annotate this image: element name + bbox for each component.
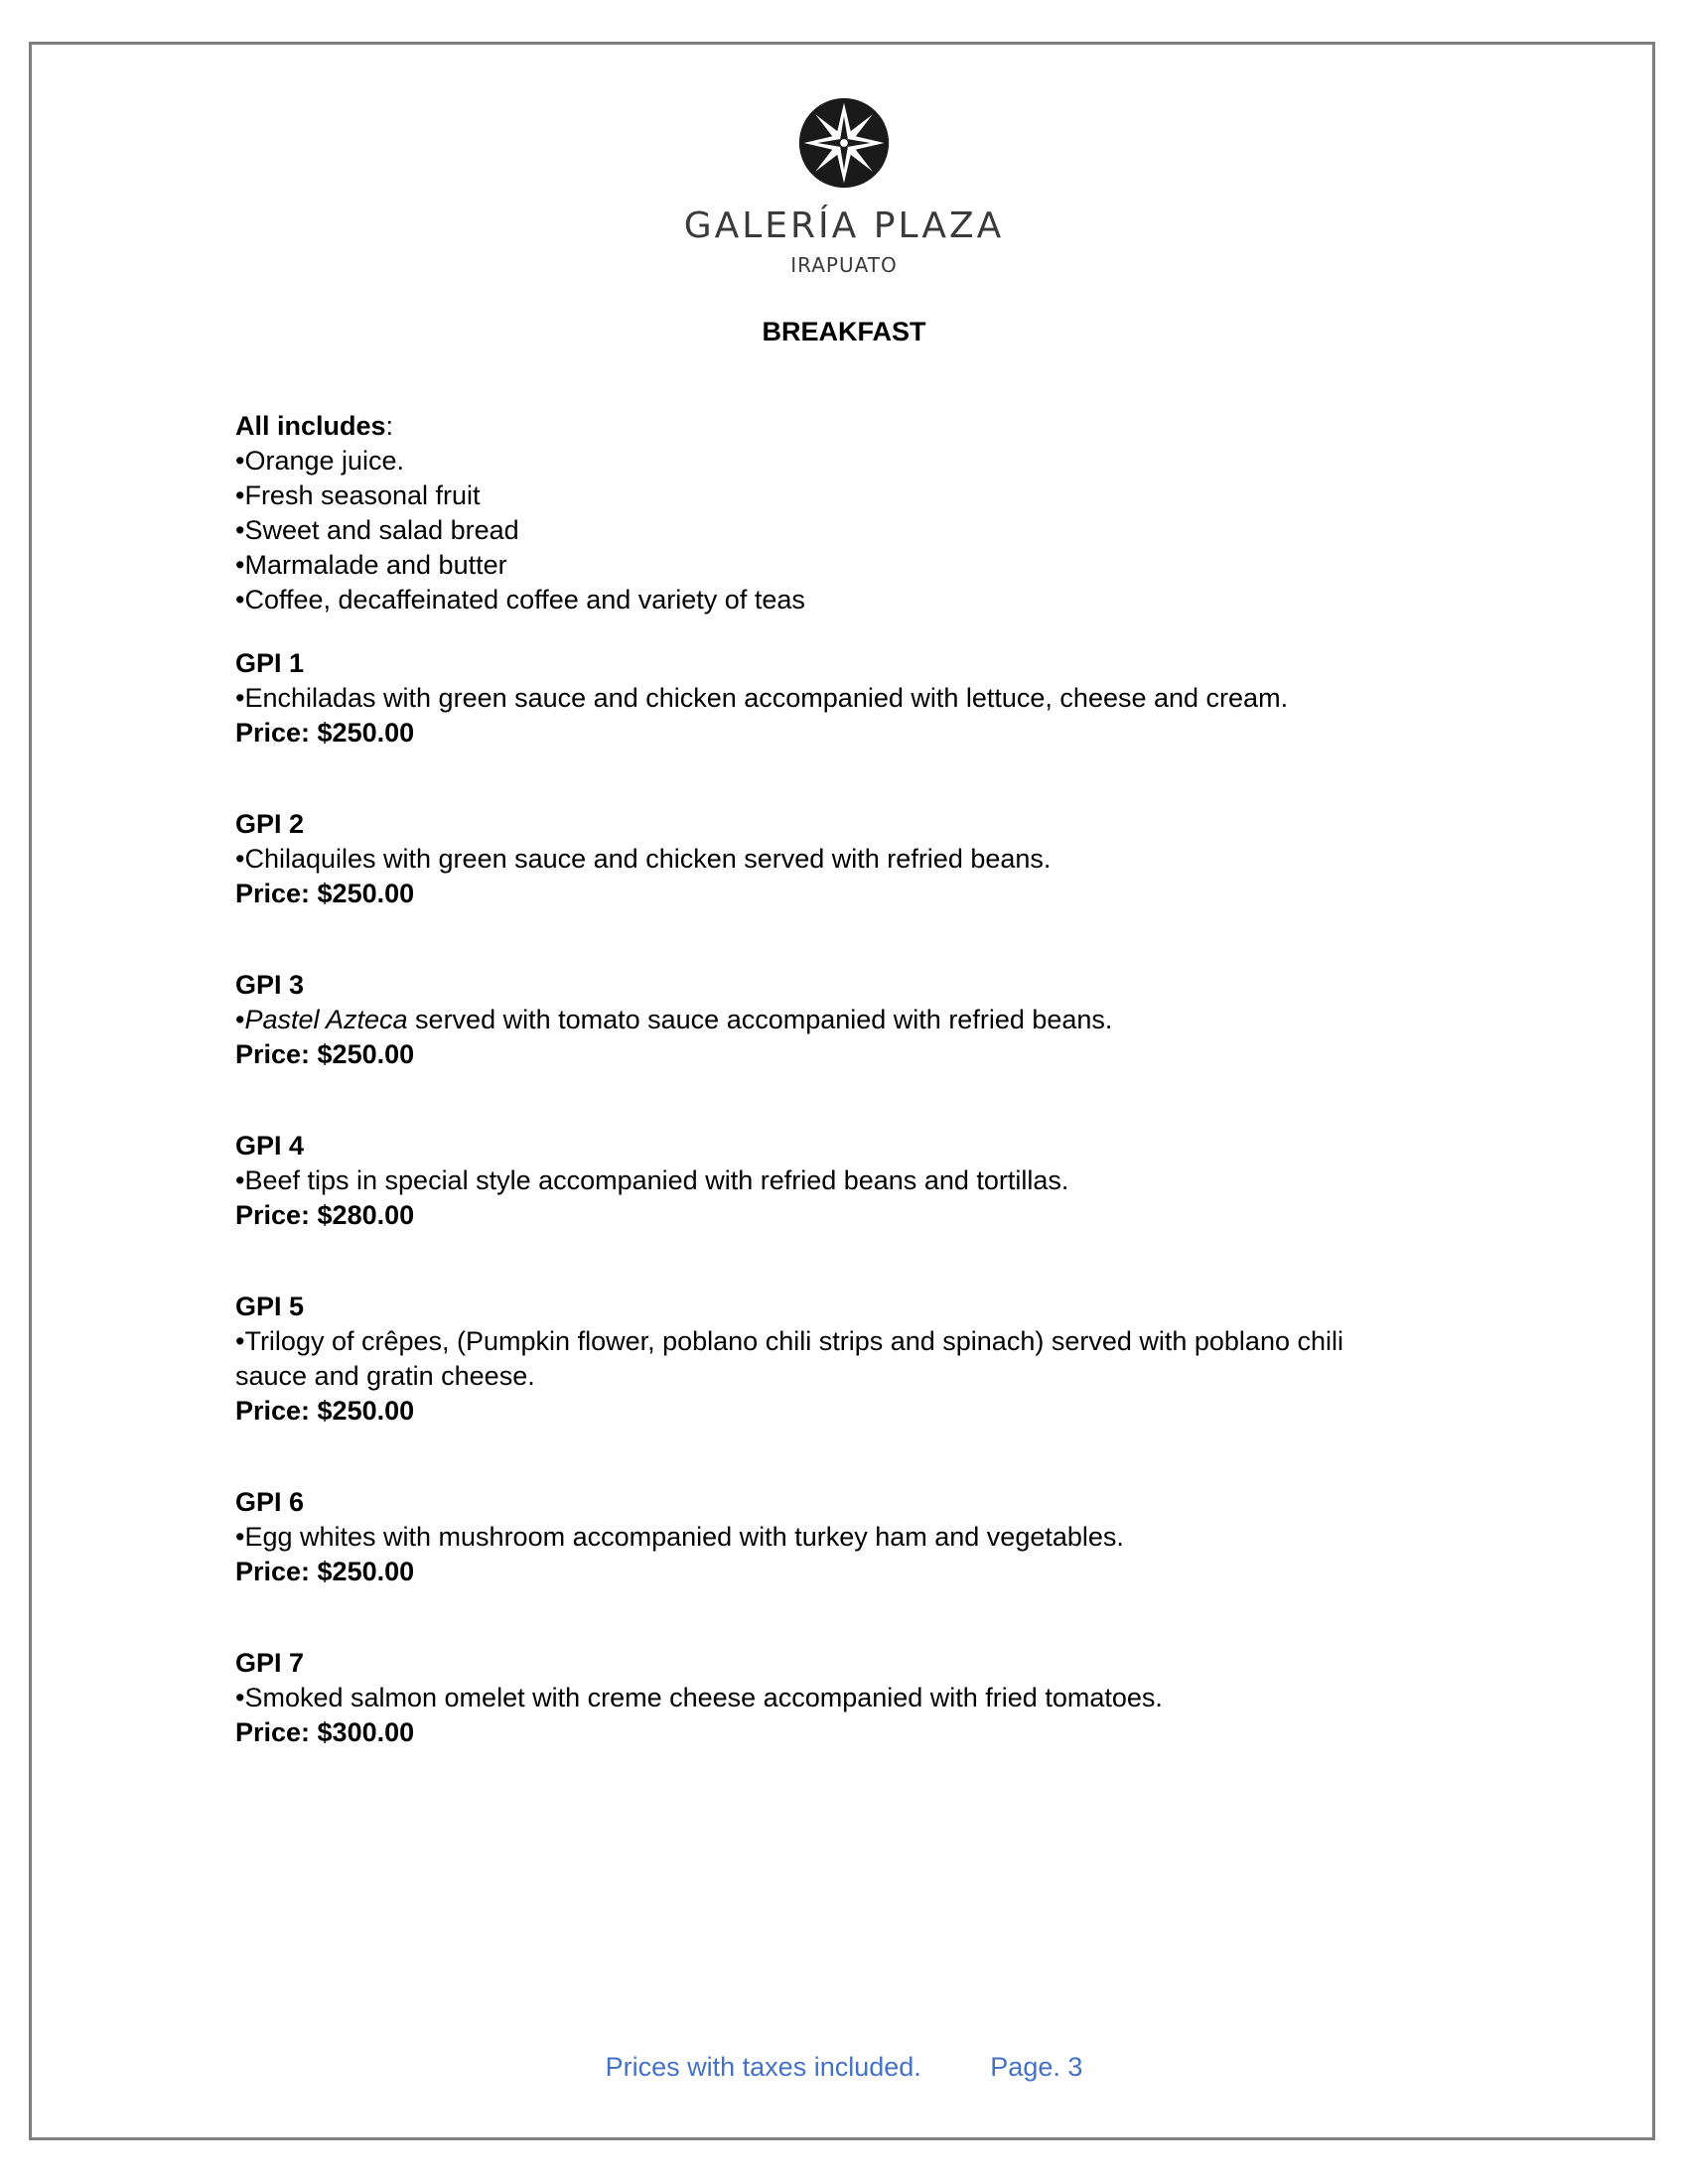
list-item: •Coffee, decaffeinated coffee and variety of teas <box>235 585 805 614</box>
menu-item-description: •Enchiladas with green sauce and chicken accompanied with lettuce, cheese and cream. <box>235 683 1289 713</box>
menu-item-gpi-4 <box>235 1129 1486 1233</box>
menu-item-gpi-5 <box>235 1290 1486 1429</box>
menu-item-price: Price: $250.00 <box>235 1039 415 1069</box>
menu-content <box>235 409 1486 1750</box>
list-item: •Fresh seasonal fruit <box>235 480 481 510</box>
menu-item-description-line-1: •Trilogy of crêpes, (Pumpkin flower, poblano chili strips and spinach) served with poblano chili <box>235 1326 1343 1356</box>
includes-section <box>235 409 1486 617</box>
list-item: •Sweet and salad bread <box>235 515 519 545</box>
includes-heading: All includes <box>235 411 386 441</box>
footer-tax-note: Prices with taxes included. <box>605 2052 921 2082</box>
menu-item-code: GPI 1 <box>235 648 305 678</box>
logo-city: IRAPUATO <box>790 253 898 277</box>
menu-item-gpi-7 <box>235 1646 1486 1750</box>
list-item: •Orange juice. <box>235 446 405 476</box>
menu-item-price: Price: $300.00 <box>235 1717 415 1747</box>
menu-item-price: Price: $280.00 <box>235 1200 415 1230</box>
bullet: • <box>235 1005 245 1034</box>
menu-item-price: Price: $250.00 <box>235 879 415 908</box>
dish-name-italic: Pastel Azteca <box>244 1005 408 1034</box>
menu-item-code: GPI 5 <box>235 1292 305 1321</box>
menu-item-gpi-2 <box>235 807 1486 911</box>
includes-heading-line <box>235 409 1486 444</box>
menu-item-description-line-2: sauce and gratin cheese. <box>235 1361 535 1391</box>
list-item: •Marmalade and butter <box>235 550 507 580</box>
menu-item-code: GPI 7 <box>235 1648 305 1678</box>
menu-item-description: •Chilaquiles with green sauce and chicken served with refried beans. <box>235 844 1052 874</box>
menu-item-description <box>235 1003 1486 1037</box>
menu-item-code: GPI 4 <box>235 1131 305 1160</box>
page-number: Page. 3 <box>990 2052 1083 2082</box>
menu-item-description: •Egg whites with mushroom accompanied with turkey ham and vegetables. <box>235 1522 1124 1552</box>
page-footer <box>0 2049 1688 2085</box>
menu-item-code: GPI 3 <box>235 970 305 1000</box>
description-rest: served with tomato sauce accompanied with refried beans. <box>407 1005 1113 1034</box>
menu-item-gpi-3 <box>235 968 1486 1072</box>
includes-colon: : <box>385 411 394 441</box>
menu-item-gpi-6 <box>235 1485 1486 1589</box>
menu-item-price: Price: $250.00 <box>235 718 415 748</box>
star-emblem-icon <box>796 95 892 191</box>
logo <box>0 95 1688 278</box>
menu-item-price: Price: $250.00 <box>235 1396 415 1426</box>
menu-item-gpi-1 <box>235 646 1486 751</box>
menu-item-description: •Beef tips in special style accompanied with refried beans and tortillas. <box>235 1165 1069 1195</box>
logo-name: GALERÍA PLAZA <box>683 205 1005 246</box>
menu-item-price: Price: $250.00 <box>235 1557 415 1586</box>
page-title: BREAKFAST <box>762 317 926 346</box>
menu-item-description: •Smoked salmon omelet with creme cheese accompanied with fried tomatoes. <box>235 1683 1163 1712</box>
menu-item-code: GPI 6 <box>235 1487 305 1517</box>
menu-item-code: GPI 2 <box>235 809 305 839</box>
